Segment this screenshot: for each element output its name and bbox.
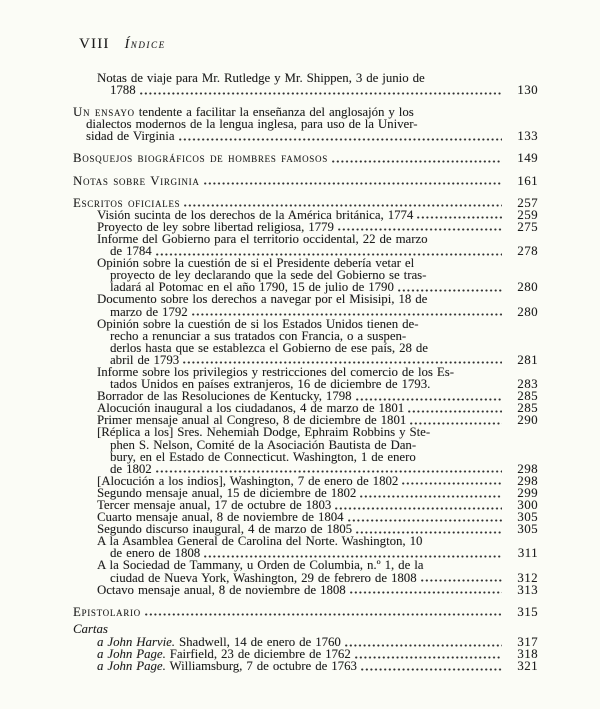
page-number: 305 (517, 521, 538, 537)
italic-text: a John Page. (97, 647, 166, 662)
leader-dots (204, 182, 502, 185)
toc-entry (73, 623, 538, 635)
plain-text: [Réplica a los] Sres. Nehemiah Dodge, Ephraim Robbins y Ste- (97, 425, 431, 440)
plain-text: A la Sociedad de Tammany, u Orden de Columbia, n.º 1, de la (97, 558, 424, 573)
toc-entry-text (73, 175, 200, 187)
plain-text: de 1784 (110, 244, 152, 259)
page-number: 321 (517, 658, 538, 674)
plain-text: Williamsburg, 7 de octubre de 1763 (165, 659, 357, 674)
toc-entry-text (110, 451, 416, 463)
leader-dots (421, 579, 502, 582)
italic-text: Cartas (73, 621, 108, 636)
page-number: 257 (517, 194, 538, 210)
plain-text: Segundo discurso inaugural, 4 de marzo de 1805 (97, 522, 353, 537)
toc-entry (73, 152, 538, 164)
page-number: 275 (517, 218, 538, 234)
plain-text: Alocución inaugural a los ciudadanos, 4 de marzo de 1801 (97, 401, 405, 416)
leader-dots (402, 482, 502, 485)
toc-entry-line (73, 152, 538, 164)
leader-dots (434, 386, 502, 389)
page-number: 283 (517, 376, 538, 392)
toc-entry (97, 559, 538, 583)
toc-entry-text (97, 72, 425, 84)
plain-text: Visión sucinta de los derechos de la América británica, 1774 (97, 207, 414, 222)
plain-text: Segundo mensaje anual, 15 de diciembre de 1802 (97, 485, 357, 500)
page-number: 259 (517, 206, 538, 222)
toc-entry (97, 581, 538, 597)
plain-text: proyecto de ley declarando que la sede del Gobierno se tras- (110, 268, 427, 283)
leader-dots (348, 519, 502, 522)
plain-text: ladará al Potomac en el año 1790, 15 de julio de 1790 (110, 280, 394, 295)
page-number: 313 (517, 581, 538, 597)
page-number: 315 (517, 603, 538, 619)
plain-text: ciudad de Nueva York, Washington, 29 de febrero de 1808 (110, 570, 417, 585)
plain-text: marzo de 1792 (110, 304, 188, 319)
plain-text: Notas de viaje para Mr. Rutledge y Mr. Shippen, 3 de junio de (97, 71, 425, 85)
toc-entry-line (97, 660, 538, 672)
page-number: 280 (517, 303, 538, 319)
leader-dots (179, 138, 502, 141)
plain-text: tados Unidos en países extranjeros, 16 de diciembre de 1793. (110, 377, 431, 392)
leader-dots (145, 613, 502, 616)
page-number: 133 (517, 128, 538, 144)
page-number: 285 (517, 400, 538, 416)
page-number: 278 (517, 243, 538, 259)
plain-text: A la Asamblea General de Carolina del Norte. Washington, 10 (97, 534, 423, 549)
plain-text: Cuarto mensaje anual, 8 de noviembre de 1804 (97, 510, 344, 525)
toc-entry-line (73, 130, 538, 142)
plain-text: Opinión sobre la cuestión de si los Estados Unidos tienen de- (97, 316, 419, 331)
smallcaps-text: Notas sobre Virginia (73, 173, 200, 188)
plain-text: de 1802 (110, 461, 152, 476)
plain-text: Informe del Gobierno para el territorio occidental, 22 de marzo (97, 231, 428, 246)
plain-text: derlos hasta que se establezca el Gobierno de ese país, 28 de (110, 340, 428, 355)
page-number: 298 (517, 472, 538, 488)
running-title: Índice (124, 36, 166, 51)
toc-entry-text (73, 152, 328, 164)
toc-list (73, 72, 538, 672)
toc-entry (73, 106, 538, 142)
leader-dots (140, 92, 502, 95)
page-number: 281 (517, 351, 538, 367)
plain-text: [Alocución a los indios], Washington, 7 de enero de 1802 (97, 473, 399, 488)
page-number: 318 (517, 646, 538, 662)
toc-entry-text (73, 623, 108, 635)
toc-entry-text (73, 606, 141, 618)
toc-entry-line (97, 84, 538, 96)
toc-entry-line (97, 72, 538, 84)
leader-dots (335, 507, 502, 510)
leader-dots (360, 495, 502, 498)
page-number: 280 (517, 279, 538, 295)
plain-text: Tercer mensaje anual, 17 de octubre de 1803 (97, 498, 332, 512)
plain-text: sidad de Virginia (86, 129, 175, 144)
leader-dots (361, 668, 502, 671)
plain-text: 1788 (110, 83, 136, 98)
toc-entry-text (86, 130, 175, 142)
plain-text: Octavo mensaje anual, 8 de noviembre de 1808 (97, 582, 346, 597)
toc-entry (73, 172, 538, 188)
plain-text: bury, en el Estado de Connecticut. Washington, 1 de enero (110, 449, 416, 464)
plain-text: recho a renunciar a sus tratados con Francia, o a suspen- (110, 328, 407, 343)
toc-entry (97, 257, 538, 293)
page-number: 311 (517, 545, 538, 561)
toc-entry (97, 72, 538, 96)
smallcaps-text: Bosquejos biográficos de hombres famosos (73, 151, 328, 166)
page-number: 298 (517, 460, 538, 476)
plain-text: phen S. Nelson, Comité de la Asociación Bautista de Dan- (110, 437, 417, 452)
leader-dots (355, 656, 502, 659)
toc-entry-line (73, 172, 538, 188)
leader-dots (332, 160, 502, 163)
page-number: 300 (517, 497, 538, 512)
leader-dots (350, 591, 502, 594)
smallcaps-text: Epistolario (73, 604, 141, 619)
toc-entry (97, 535, 538, 559)
smallcaps-text: Un ensayo (73, 105, 135, 120)
toc-entry-line (73, 623, 538, 635)
toc-entry (73, 603, 538, 619)
toc-entry (97, 660, 538, 672)
plain-text: Borrador de las Resoluciones de Kentucky, 1798 (97, 389, 352, 404)
smallcaps-text: Escritos oficiales (73, 195, 181, 210)
plain-text: abril de 1793 (110, 352, 180, 367)
toc-entry (97, 318, 538, 366)
toc-entry-text (97, 660, 357, 672)
italic-text: a John Harvie. (97, 634, 176, 649)
toc-entry (97, 366, 538, 390)
plain-text: dialectos modernos de la lengua inglesa, para uso de la Univer- (86, 117, 418, 132)
toc-entry-line (97, 581, 538, 597)
leader-dots (417, 216, 502, 219)
plain-text: Documento sobre los derechos a navegar por el Misisipi, 18 de (97, 292, 428, 307)
page-number: 130 (517, 82, 538, 98)
toc-entry (97, 233, 538, 257)
toc-entry-text (97, 584, 346, 596)
running-header (79, 36, 538, 53)
italic-text: a John Page. (97, 659, 166, 674)
plain-text: Informe sobre los privilegios y restricciones del comercio de los Es- (97, 364, 454, 379)
leader-dots (408, 410, 502, 413)
plain-text: Primer mensaje anual al Congreso, 8 de diciembre de 1801 (97, 413, 407, 428)
plain-text: tendente a facilitar la enseñanza del anglosajón y los (134, 105, 414, 120)
page-number: 161 (517, 172, 538, 188)
plain-text: Opinión sobre la cuestión de si el Presidente debería vetar el (97, 256, 415, 271)
page-number: 285 (517, 388, 538, 404)
toc-entry-line (97, 451, 538, 463)
page-number: 290 (517, 412, 538, 428)
leader-dots (345, 644, 502, 647)
page-number: 317 (517, 633, 538, 649)
toc-entry (97, 426, 538, 474)
plain-text: Fairfield, 23 de diciembre de 1762 (165, 647, 351, 662)
page-number: 149 (517, 150, 538, 166)
page-number: 299 (517, 484, 538, 500)
toc-entry-text (110, 84, 136, 96)
toc-entry-line (73, 603, 538, 619)
toc-entry (97, 293, 538, 317)
page-number: 312 (517, 569, 538, 585)
plain-text: Shadwell, 14 de enero de 1760 (175, 634, 341, 649)
folio-page-number: VIII (79, 36, 110, 52)
plain-text: Proyecto de ley sobre libertad religiosa, 1779 (97, 219, 334, 234)
plain-text: de enero de 1808 (110, 546, 201, 561)
page-number: 305 (517, 509, 538, 525)
toc-entry-line (97, 233, 538, 245)
